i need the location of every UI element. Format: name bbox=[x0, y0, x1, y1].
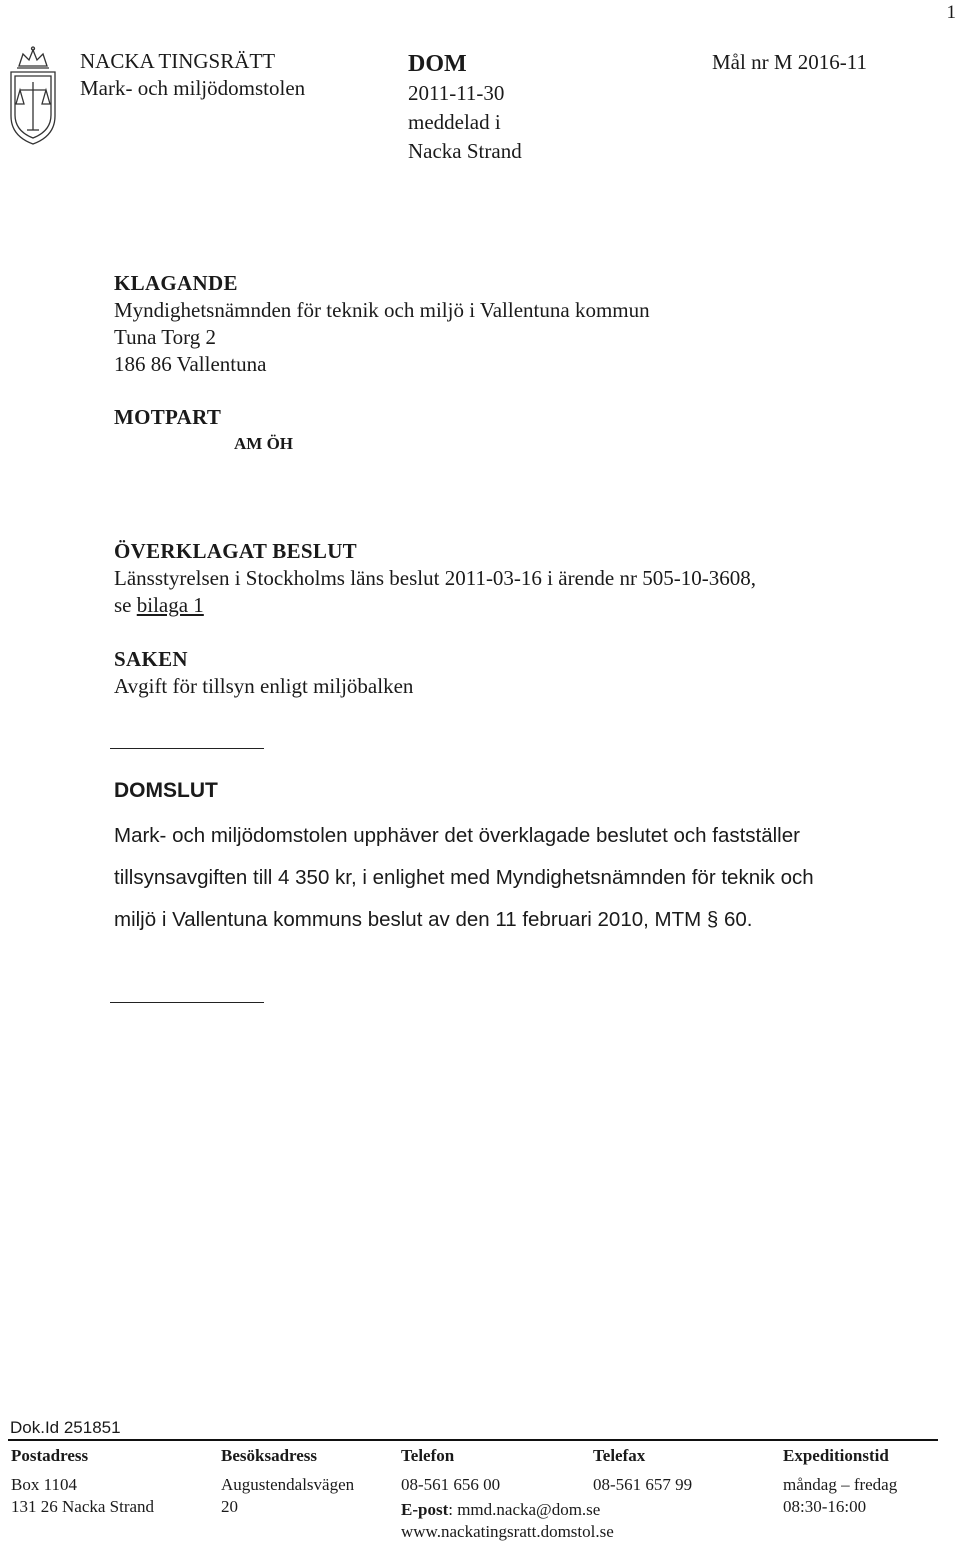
besoksadress-line: 20 bbox=[221, 1497, 238, 1516]
telefon-number: 08-561 656 00 bbox=[401, 1475, 501, 1494]
besoksadress-label: Besöksadress bbox=[221, 1446, 318, 1465]
postadress-line: 131 26 Nacka Strand bbox=[11, 1497, 155, 1516]
motpart-name: AM ÖH bbox=[234, 434, 294, 453]
besoksadress-value bbox=[218, 1474, 398, 1543]
document-type: DOM bbox=[408, 51, 467, 77]
overklagat-text: Länsstyrelsen i Stockholms läns beslut 2011-03-16 i ärende nr 505-10-3608, bbox=[114, 566, 756, 590]
document-id: Dok.Id 251851 bbox=[10, 1418, 121, 1437]
postadress-line: Box 1104 bbox=[11, 1475, 77, 1494]
domslut-line: tillsynsavgiften till 4 350 kr, i enlighet med Myndighetsnämnden för teknik och bbox=[114, 866, 814, 889]
document-info bbox=[408, 50, 522, 166]
telefax-number: 08-561 657 99 bbox=[593, 1475, 693, 1494]
expedition-days: måndag – fredag bbox=[783, 1475, 898, 1494]
page-number: 1 bbox=[946, 2, 956, 23]
klagande-postal: 186 86 Vallentuna bbox=[114, 352, 267, 376]
overklagat-reference bbox=[114, 592, 756, 619]
postadress-label: Postadress bbox=[11, 1446, 89, 1465]
footer-rule bbox=[8, 1439, 938, 1441]
issued-label: meddelad i bbox=[408, 110, 501, 134]
footer bbox=[8, 1418, 938, 1543]
document-date: 2011-11-30 bbox=[408, 81, 505, 105]
saken-section bbox=[114, 646, 413, 700]
klagande-section bbox=[114, 270, 650, 378]
court-name: NACKA TINGSRÄTT bbox=[80, 49, 276, 73]
court-emblem-icon bbox=[5, 46, 61, 148]
motpart-section bbox=[114, 404, 221, 431]
saken-heading: SAKEN bbox=[114, 647, 188, 671]
telefon-label: Telefon bbox=[401, 1446, 455, 1465]
divider bbox=[110, 748, 264, 749]
case-number: Mål nr M 2016-11 bbox=[712, 50, 867, 74]
footer-contact-table bbox=[8, 1444, 938, 1543]
expedition-value bbox=[780, 1474, 938, 1543]
domslut-heading: DOMSLUT bbox=[114, 779, 218, 802]
klagande-street: Tuna Torg 2 bbox=[114, 325, 217, 349]
overklagat-heading: ÖVERKLAGAT BESLUT bbox=[114, 539, 357, 563]
telefax-value bbox=[590, 1474, 780, 1543]
klagande-heading: KLAGANDE bbox=[114, 271, 238, 295]
telefax-label: Telefax bbox=[593, 1446, 646, 1465]
bilaga-link[interactable]: bilaga 1 bbox=[136, 593, 204, 617]
klagande-name: Myndighetsnämnden för teknik och miljö i Vallentuna kommun bbox=[114, 298, 650, 322]
saken-text: Avgift för tillsyn enligt miljöbalken bbox=[114, 674, 414, 698]
department-name: Mark- och miljödomstolen bbox=[80, 76, 306, 100]
court-header bbox=[80, 48, 305, 102]
issued-place: Nacka Strand bbox=[408, 139, 522, 163]
besoksadress-line: Augustendalsvägen bbox=[221, 1475, 355, 1494]
epost-address[interactable]: : mmd.nacka@dom.se bbox=[448, 1500, 601, 1519]
domslut-text bbox=[114, 815, 814, 941]
epost-line bbox=[401, 1499, 601, 1521]
divider bbox=[110, 1002, 264, 1003]
overklagat-section bbox=[114, 538, 756, 619]
overklagat-prefix: se bbox=[114, 593, 137, 617]
expedition-hours: 08:30-16:00 bbox=[783, 1497, 867, 1516]
epost-label: E-post bbox=[401, 1500, 449, 1519]
domslut-line: Mark- och miljödomstolen upphäver det överklagade beslutet och fastställer bbox=[114, 824, 800, 847]
domslut-line: miljö i Vallentuna kommuns beslut av den 11 februari 2010, MTM § 60. bbox=[114, 908, 753, 931]
expedition-label: Expeditionstid bbox=[783, 1446, 889, 1465]
motpart-heading: MOTPART bbox=[114, 405, 222, 429]
telefon-value bbox=[398, 1474, 614, 1543]
website-link[interactable]: www.nackatingsratt.domstol.se bbox=[401, 1522, 614, 1541]
postadress-value bbox=[8, 1474, 218, 1543]
